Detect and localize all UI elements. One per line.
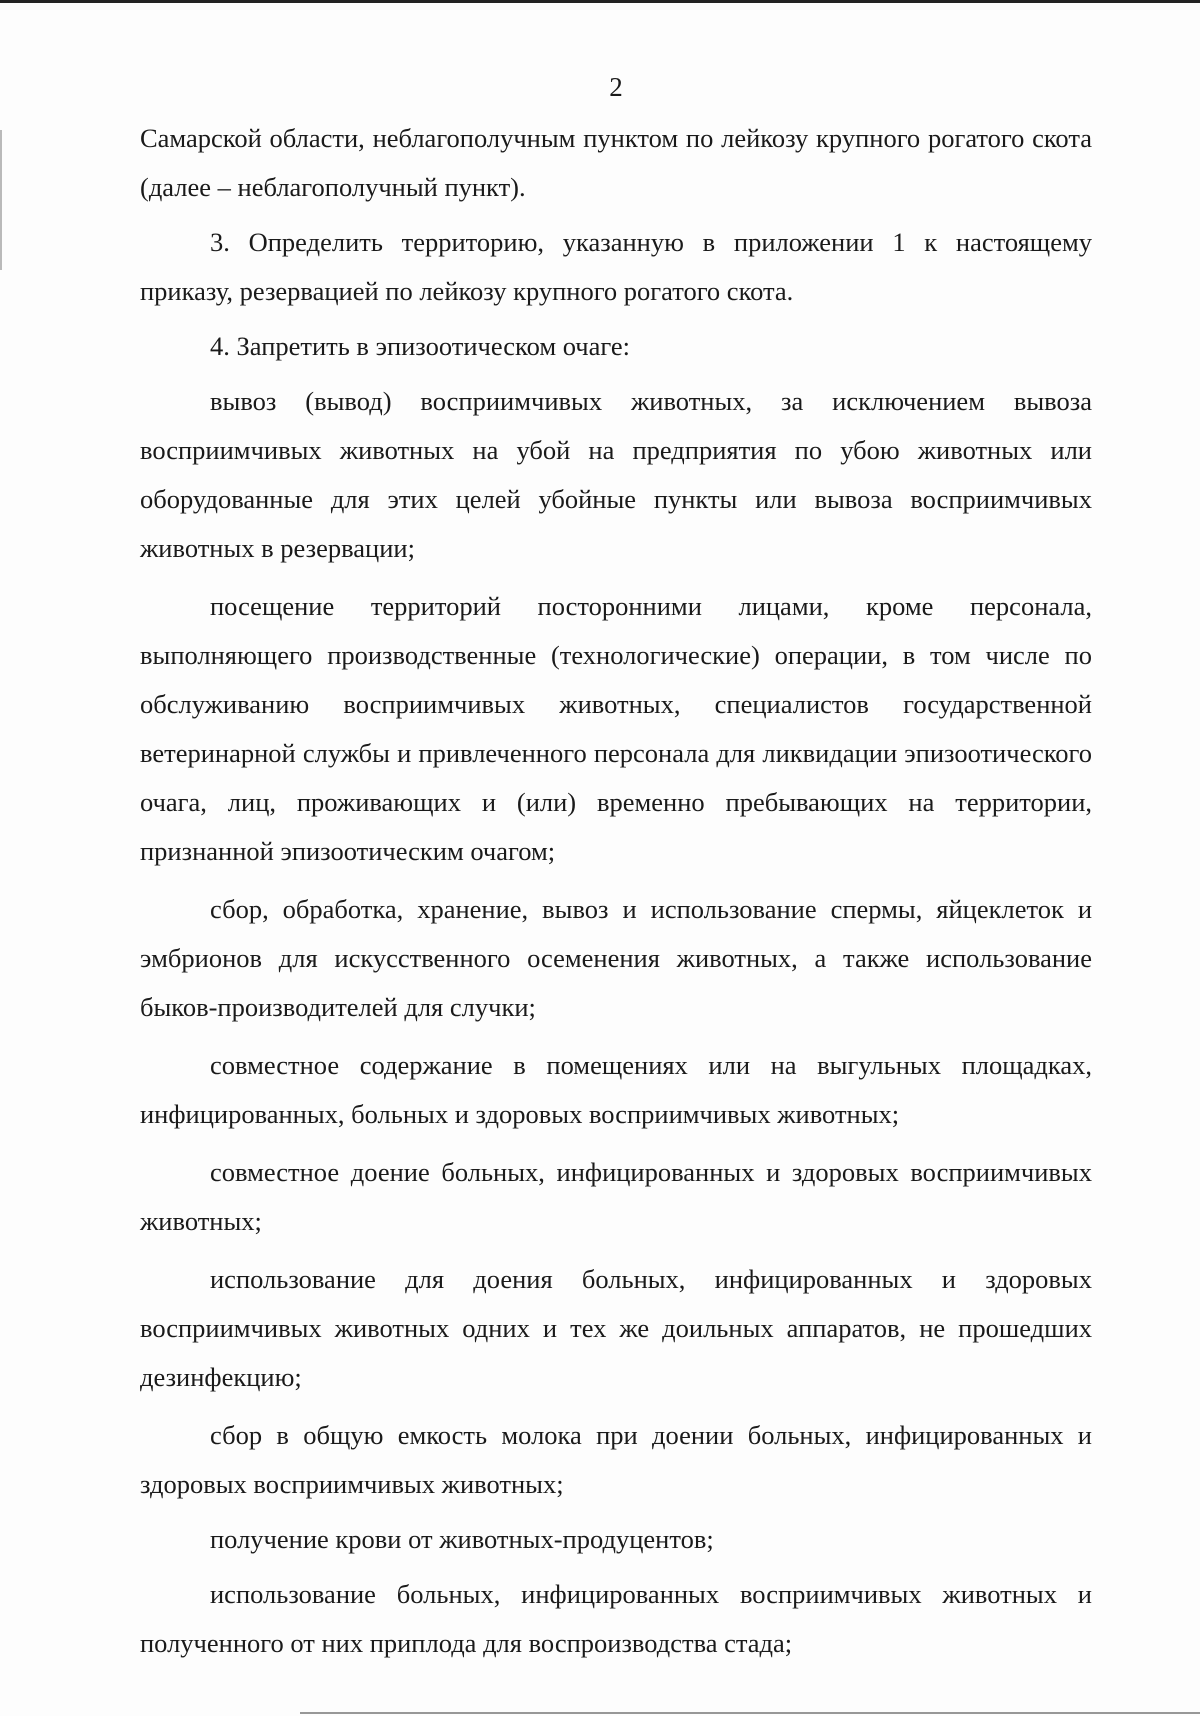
paragraph-continuation: Самарской области, неблагополучным пунктом по лейкозу крупного рогатого скота (далее – неблагополучный пункт). (140, 123, 1092, 202)
paragraph-item-4: 4. Запретить в эпизоотическом очаге: (210, 331, 631, 361)
paragraph-prohibition-blood: получение крови от животных-продуцентов; (210, 1524, 714, 1554)
scan-edge-bottom (300, 1712, 1200, 1714)
paragraph-item-3: 3. Определить территорию, указанную в приложении 1 к настоящему приказу, резервацией по лейкозу крупного рогатого скота. (140, 227, 1092, 306)
paragraph-prohibition-equipment: использование для доения больных, инфицированных и здоровых восприимчивых животных одних и тех же доильных аппаратов, не прошедших дезинфекцию; (140, 1264, 1092, 1392)
scan-edge-top (0, 0, 1200, 3)
paragraph-prohibition-milk-collection: сбор в общую емкость молока при доении больных, инфицированных и здоровых восприимчивых животных; (140, 1420, 1092, 1499)
scan-edge-left (0, 130, 2, 270)
paragraph-prohibition-housing: совместное содержание в помещениях или на выгульных площадках, инфицированных, больных и здоровых восприимчивых животных; (140, 1050, 1092, 1129)
paragraph-prohibition-export: вывоз (вывод) восприимчивых животных, за исключением вывоза восприимчивых животных на убой на предприятия по убою животных или оборудованные для этих целей убойные пункты или вывоза восприимчивых животных в резервации; (140, 386, 1092, 563)
document-body (140, 114, 1092, 1668)
page-number: 2 (609, 72, 623, 102)
paragraph-prohibition-visits: посещение территорий посторонними лицами, кроме персонала, выполняющего производственные (технологические) операции, в том числе по обслуживанию восприимчивых животных, специалистов государственной ветеринарной службы и привлеченного персонала для ликвидации эпизоотического очага, лиц, проживающих и (или) временно пребывающих на территории, признанной эпизоотическим очагом; (140, 591, 1092, 866)
paragraph-prohibition-milking: совместное доение больных, инфицированных и здоровых восприимчивых животных; (140, 1157, 1092, 1236)
paragraph-prohibition-semen: сбор, обработка, хранение, вывоз и использование спермы, яйцеклеток и эмбрионов для искусственного осеменения животных, а также использование быков-производителей для случки; (140, 894, 1092, 1022)
paragraph-prohibition-breeding: использование больных, инфицированных восприимчивых животных и полученного от них приплода для воспроизводства стада; (140, 1579, 1092, 1658)
